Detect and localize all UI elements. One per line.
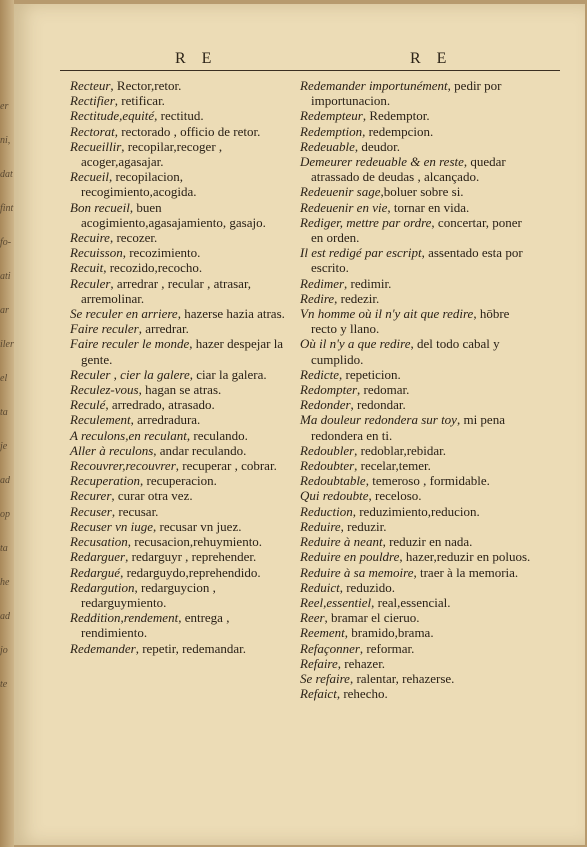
definition: , redoblar,rebidar. — [354, 442, 447, 458]
definition: , rectorado , officio de retor. — [114, 123, 261, 139]
definition: , bramar el cieruo. — [324, 610, 420, 626]
headword: Bon recueil — [70, 199, 130, 215]
headword: Recuperation — [70, 473, 141, 489]
dictionary-entry — [300, 184, 532, 199]
headword: Qui redoubte — [300, 488, 369, 504]
headword: Reer — [300, 610, 325, 626]
definition: , recuperar , cobrar. — [175, 458, 277, 474]
headword: Refaict — [300, 686, 337, 702]
definition: , traer à la memoria. — [413, 564, 519, 580]
headword: Reculé — [70, 397, 106, 413]
definition: , andar reculando. — [153, 442, 247, 458]
definition: , retificar. — [114, 93, 165, 109]
definition: , rehazer. — [337, 655, 386, 671]
definition: , temeroso , formidable. — [365, 473, 490, 489]
definition: , repeticion. — [338, 366, 401, 382]
dictionary-entry — [300, 200, 532, 215]
headword: Redempteur — [300, 108, 363, 124]
headword: Redeuenir en vie — [300, 199, 388, 215]
margin-note: el — [0, 373, 8, 384]
dictionary-entry — [300, 397, 532, 412]
definition: , reformar. — [359, 640, 415, 656]
dictionary-entry — [300, 671, 532, 686]
definition: , reduzir. — [340, 518, 387, 534]
headword: Il est redigé par escript — [300, 245, 422, 261]
running-header — [60, 50, 560, 70]
definition: , assentado esta por escrito. — [311, 245, 523, 276]
definition: , arredrar , recular , atrasar, arremolinar. — [81, 275, 251, 306]
dictionary-entry — [300, 108, 532, 123]
definition: , ralentar, rehazerse. — [349, 670, 455, 686]
definition: , redarguyr , reprehender. — [125, 549, 257, 565]
definition: , deudor. — [354, 138, 401, 154]
definition: , redimir. — [344, 275, 392, 291]
dictionary-entry — [70, 367, 285, 382]
headword: Redoubtable — [300, 473, 366, 489]
margin-note: iler — [0, 339, 14, 350]
dictionary-entry — [70, 412, 285, 427]
headword: Se reculer en arriere — [70, 306, 178, 322]
headword: Recurer — [70, 488, 112, 504]
dictionary-entry — [300, 458, 532, 473]
definition: , bramido,brama. — [344, 625, 434, 641]
margin-note: fo- — [0, 237, 12, 248]
headword: Recuit — [70, 260, 104, 276]
headword: Se refaire — [300, 670, 350, 686]
margin-note: ar — [0, 305, 9, 316]
margin-note: ta — [0, 543, 8, 554]
headword: Reculement — [70, 412, 131, 428]
headword: Refaire — [300, 655, 338, 671]
header-left: R E — [175, 50, 218, 67]
dictionary-entry — [70, 321, 285, 336]
headword: Redemander — [70, 640, 136, 656]
headword: Redonder — [300, 397, 351, 413]
margin-note: op — [0, 509, 10, 520]
headword: Recusation — [70, 534, 128, 550]
headword: Reduction — [300, 503, 353, 519]
headword: Recuire — [70, 230, 110, 246]
definition: , recusacion,rehuymiento. — [127, 534, 263, 550]
definition: , reculando. — [186, 427, 248, 443]
dictionary-entry — [70, 565, 285, 580]
dictionary-entry — [70, 260, 285, 275]
definition: , recuperacion. — [140, 473, 217, 489]
headword: Reement — [300, 625, 345, 641]
headword: Reduire à sa memoire — [300, 564, 414, 580]
dictionary-entry — [70, 580, 285, 610]
headword: Demeurer redeuable & en reste — [300, 154, 464, 170]
definition: , Redemptor. — [362, 108, 430, 124]
dictionary-entry — [70, 534, 285, 549]
headword: Reel,essentiel — [300, 594, 372, 610]
headword: Redire — [300, 290, 335, 306]
margin-note: ati — [0, 271, 11, 282]
dictionary-entry — [70, 306, 285, 321]
dictionary-entry — [300, 534, 532, 549]
definition: , arredrar. — [138, 321, 189, 337]
dictionary-entry — [70, 78, 285, 93]
definition: , mi pena redondera en ti. — [311, 412, 505, 443]
definition: , recopilacion, recogimiento,acogida. — [81, 169, 197, 200]
definition: , recusar. — [111, 503, 159, 519]
definition: , buen acogimiento,agasajamiento, gasajo. — [81, 199, 266, 230]
margin-note: ni, — [0, 135, 11, 146]
dictionary-entry — [70, 641, 285, 656]
definition: , redarguycion , redarguymiento. — [81, 579, 216, 610]
margin-note: he — [0, 577, 10, 588]
headword: Redoubler — [300, 442, 355, 458]
definition: , redondar. — [350, 397, 406, 413]
dictionary-entry — [70, 473, 285, 488]
headword: Vn homme où il n'y ait que redire — [300, 306, 474, 322]
dictionary-entry — [300, 610, 532, 625]
headword: Reduire — [300, 518, 341, 534]
definition: , redarguydo,reprehendido. — [120, 564, 261, 580]
dictionary-entry — [300, 245, 532, 275]
dictionary-entry — [300, 443, 532, 458]
dictionary-entry — [70, 276, 285, 306]
headword: Recueil — [70, 169, 109, 185]
dictionary-entry — [300, 291, 532, 306]
headword: Redimer — [300, 275, 345, 291]
dictionary-entry — [300, 625, 532, 640]
dictionary-entry — [70, 519, 285, 534]
margin-note: ad — [0, 475, 10, 486]
headword: Reculez-vous — [70, 382, 139, 398]
definition: , redomar. — [357, 382, 410, 398]
headword: Redemption — [300, 123, 363, 139]
dictionary-entry — [300, 519, 532, 534]
definition: , receloso. — [368, 488, 422, 504]
right-column — [300, 78, 532, 701]
definition: , rehecho. — [336, 686, 388, 702]
dictionary-entry — [70, 108, 285, 123]
headword: Redicte — [300, 366, 339, 382]
dictionary-entry — [300, 641, 532, 656]
definition: , reduzido. — [339, 579, 395, 595]
dictionary-entry — [300, 78, 532, 108]
definition: , Rector,retor. — [110, 78, 182, 93]
margin-note: dat — [0, 169, 13, 180]
dictionary-entry — [300, 412, 532, 442]
dictionary-entry — [300, 595, 532, 610]
dictionary-entry — [300, 549, 532, 564]
margin-note: je — [0, 441, 8, 452]
definition: , tornar en vida. — [387, 199, 470, 215]
margin-note: fint — [0, 203, 14, 214]
definition: , redempcion. — [362, 123, 434, 139]
headword: Reduire en pouldre — [300, 549, 400, 565]
dictionary-entry — [300, 139, 532, 154]
definition: , recopilar,recoger , acoger,agasajar. — [81, 138, 223, 170]
definition: , quedar atrassado de deudas , alcançado. — [311, 154, 506, 185]
headword: Rectifier — [70, 93, 115, 109]
dictionary-entry — [300, 154, 532, 184]
dictionary-entry — [300, 367, 532, 382]
headword: Faire reculer — [70, 321, 139, 337]
headword: Refaçonner — [300, 640, 360, 656]
headword: Redemander importunément — [300, 78, 448, 93]
margin-note: ta — [0, 407, 8, 418]
headword: Recuser vn iuge — [70, 518, 154, 534]
dictionary-entry — [70, 336, 285, 366]
headword: Reddition,rendement — [70, 610, 179, 626]
dictionary-entry — [300, 382, 532, 397]
margin-note: jo — [0, 645, 8, 656]
definition: , pedir por importunacion. — [311, 78, 502, 109]
headword: Reculer , cier la galere — [70, 366, 190, 382]
dictionary-entry — [300, 580, 532, 595]
definition: , recelar,temer. — [354, 458, 431, 474]
dictionary-entry — [300, 306, 532, 336]
dictionary-entry — [70, 124, 285, 139]
headword: Redeuable — [300, 138, 355, 154]
headword: Reduict — [300, 579, 340, 595]
headword: Rectitude,equité — [70, 108, 155, 124]
headword: Rediger, mettre par ordre — [300, 214, 432, 230]
definition: , entrega , rendimiento. — [81, 610, 230, 641]
headword: Où il n'y a que redire — [300, 336, 411, 352]
definition: , hōbre recto y llano. — [311, 306, 510, 337]
definition: , rectitud. — [154, 108, 204, 124]
definition: , curar otra vez. — [111, 488, 193, 504]
dictionary-entry — [300, 565, 532, 580]
headword: Redarguer — [70, 549, 126, 565]
definition: , del todo cabal y cumplido. — [311, 336, 500, 367]
definition: , arredrado, atrasado. — [105, 397, 215, 413]
definition: , recozer. — [109, 230, 158, 246]
dictionary-entry — [70, 200, 285, 230]
header-rule — [60, 70, 560, 71]
dictionary-entry — [70, 397, 285, 412]
definition: , recozimiento. — [122, 245, 201, 261]
definition: , reduzir en nada. — [382, 534, 473, 550]
dictionary-entry — [300, 276, 532, 291]
dictionary-entry — [300, 504, 532, 519]
dictionary-entry — [70, 245, 285, 260]
dictionary-entry — [70, 549, 285, 564]
definition: , repetir, redemandar. — [135, 640, 246, 656]
definition: , hazerse hazia atras. — [177, 306, 285, 322]
headword: Recteur — [70, 78, 111, 93]
margin-note: er — [0, 101, 9, 112]
definition: , arredradura. — [130, 412, 201, 428]
headword: Reduire à neant — [300, 534, 383, 550]
dictionary-entry — [70, 428, 285, 443]
headword: Reculer — [70, 275, 111, 291]
dictionary-entry — [300, 488, 532, 503]
headword: Redoubter — [300, 458, 355, 474]
dictionary-entry — [70, 488, 285, 503]
definition: , hazer despejar la gente. — [81, 336, 284, 367]
margin-note: te — [0, 679, 8, 690]
definition: , reduzimiento,reducion. — [352, 503, 480, 519]
header-right: R E — [410, 50, 453, 67]
headword: Recuser — [70, 503, 112, 519]
headword: Redargué — [70, 564, 121, 580]
dictionary-entry — [70, 139, 285, 169]
margin-notes — [0, 100, 16, 720]
dictionary-entry — [70, 443, 285, 458]
definition: , concertar, poner en orden. — [311, 214, 522, 246]
definition: , real,essencial. — [371, 594, 451, 610]
headword: Redargution — [70, 579, 135, 595]
definition: , redezir. — [334, 290, 380, 306]
headword: Ma douleur redondera sur toy — [300, 412, 457, 428]
definition: ,boluer sobre si. — [380, 184, 464, 200]
headword: Redeuenir sage — [300, 184, 381, 200]
headword: Aller à reculons — [70, 442, 154, 458]
headword: Recueillir — [70, 138, 122, 154]
dictionary-entry — [70, 458, 285, 473]
definition: , hazer,reduzir en poluos. — [399, 549, 531, 565]
dictionary-entry — [70, 230, 285, 245]
dictionary-entry — [70, 169, 285, 199]
headword: Recouvrer,recouvrer — [70, 458, 176, 474]
dictionary-entry — [70, 610, 285, 640]
definition: , ciar la galera. — [189, 366, 267, 382]
dictionary-entry — [70, 382, 285, 397]
dictionary-entry — [70, 93, 285, 108]
headword: Rectorat — [70, 123, 115, 139]
dictionary-entry — [300, 124, 532, 139]
headword: A reculons,en reculant — [70, 427, 187, 443]
headword: Redompter — [300, 382, 358, 398]
definition: , recozido,recocho. — [103, 260, 203, 276]
definition: , recusar vn juez. — [153, 518, 242, 534]
left-column — [70, 78, 285, 656]
headword: Recuisson — [70, 245, 123, 261]
dictionary-entry — [300, 656, 532, 671]
definition: , hagan se atras. — [138, 382, 222, 398]
dictionary-entry — [70, 504, 285, 519]
dictionary-entry — [300, 473, 532, 488]
dictionary-entry — [300, 336, 532, 366]
dictionary-entry — [300, 686, 532, 701]
dictionary-entry — [300, 215, 532, 245]
margin-note: ad — [0, 611, 10, 622]
headword: Faire reculer le monde — [70, 336, 190, 352]
